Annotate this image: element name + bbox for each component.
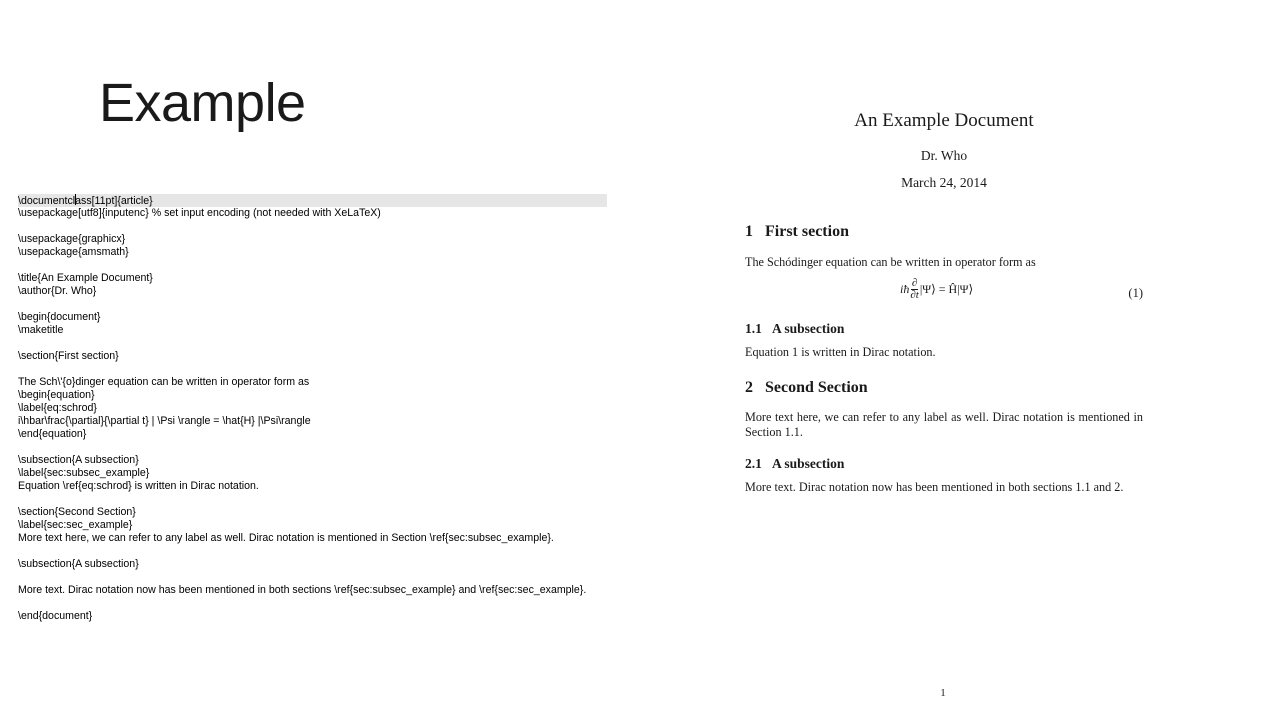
equation-prefix: iħ — [900, 282, 910, 296]
page-number: 1 — [940, 687, 946, 699]
code-line: i\hbar\frac{\partial}{\partial t} | \Psi \rangle = \hat{H} |\Psi\rangle — [18, 415, 311, 427]
equation-fraction — [910, 278, 919, 301]
code-line: \end{document} — [18, 610, 93, 622]
code-line — [18, 337, 618, 350]
subsection-title: A subsection — [772, 456, 845, 471]
code-line — [18, 597, 618, 610]
code-line: \usepackage[utf8]{inputenc} % set input encoding (not needed with XeLaTeX) — [18, 207, 381, 219]
code-line: \subsection{A subsection} — [18, 454, 139, 466]
code-line: \subsection{A subsection} — [18, 558, 139, 570]
section-heading-2 — [745, 379, 868, 397]
section-heading-1 — [745, 223, 849, 241]
paragraph: More text. Dirac notation now has been mentioned in both sections 1.1 and 2. — [745, 480, 1124, 494]
fraction-denominator: ∂t — [910, 289, 919, 301]
subsection-number: 2.1 — [745, 456, 762, 471]
doc-author: Dr. Who — [920, 148, 968, 163]
code-line: \usepackage{graphicx} — [18, 233, 126, 245]
subsection-heading-1-1 — [745, 321, 844, 337]
latex-source-code[interactable] — [18, 194, 618, 623]
code-line: \label{sec:subsec_example} — [18, 467, 150, 479]
doc-title: An Example Document — [854, 110, 1034, 131]
code-line — [18, 493, 618, 506]
equation-number: (1) — [1128, 286, 1143, 300]
section-number: 2 — [745, 379, 753, 396]
code-line — [18, 363, 618, 376]
code-line: \section{Second Section} — [18, 506, 136, 518]
paragraph: Equation 1 is written in Dirac notation. — [745, 345, 936, 359]
code-line: Equation \ref{eq:schrod} is written in Dirac notation. — [18, 480, 259, 492]
doc-date: March 24, 2014 — [901, 175, 987, 190]
code-line: \usepackage{amsmath} — [18, 246, 129, 258]
code-line — [18, 298, 618, 311]
code-line: \label{eq:schrod} — [18, 402, 97, 414]
code-line — [18, 545, 618, 558]
code-line-current-before-cursor: \documentcl — [18, 195, 76, 207]
code-line: The Sch\'{o}dinger equation can be written in operator form as — [18, 376, 310, 388]
code-line: \title{An Example Document} — [18, 272, 153, 284]
paragraph: More text here, we can refer to any label as well. Dirac notation is mentioned in Section 1.1. — [745, 410, 1143, 439]
slide-title: Example — [99, 73, 306, 133]
section-title: Second Section — [765, 379, 868, 396]
code-line — [18, 259, 618, 272]
code-line — [18, 441, 618, 454]
section-title: First section — [765, 223, 849, 240]
section-number: 1 — [745, 223, 753, 240]
fraction-numerator: ∂ — [911, 277, 918, 289]
code-line: \begin{equation} — [18, 389, 95, 401]
code-line — [18, 220, 618, 233]
subsection-heading-2-1 — [745, 456, 844, 472]
code-line-current[interactable] — [18, 194, 607, 207]
code-line — [18, 571, 618, 584]
code-line: \maketitle — [18, 324, 64, 336]
code-line: More text. Dirac notation now has been mentioned in both sections \ref{sec:subsec_example} and \ref{sec:sec_example}. — [18, 584, 587, 596]
code-line: \author{Dr. Who} — [18, 285, 97, 297]
code-line: \section{First section} — [18, 350, 119, 362]
code-line: \begin{document} — [18, 311, 101, 323]
equation — [900, 278, 973, 301]
paragraph: The Schódinger equation can be written in operator form as — [745, 255, 1036, 269]
code-line: \label{sec:sec_example} — [18, 519, 133, 531]
subsection-number: 1.1 — [745, 321, 762, 336]
equation-body: |Ψ⟩ = Ĥ|Ψ⟩ — [919, 282, 974, 296]
code-line: More text here, we can refer to any label as well. Dirac notation is mentioned in Section \ref{sec:subsec_example}. — [18, 532, 554, 544]
subsection-title: A subsection — [772, 321, 845, 336]
code-line-current-after-cursor: ass[11pt]{article} — [75, 195, 153, 207]
code-line: \end{equation} — [18, 428, 87, 440]
